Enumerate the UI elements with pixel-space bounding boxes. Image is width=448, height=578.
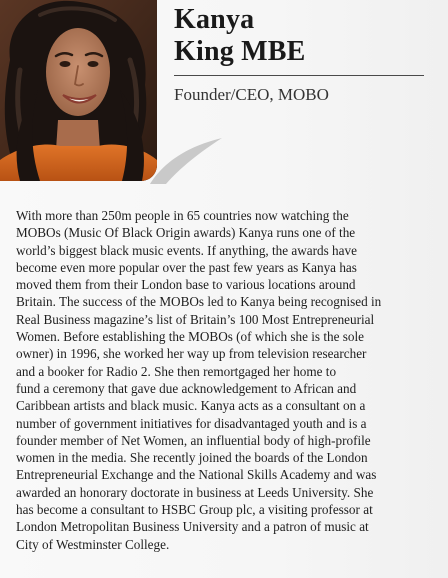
bio-line: women in the media. She recently joined the boards of the London [16, 450, 368, 466]
bio-line: fund a ceremony that gave due acknowledgement to African and [16, 380, 357, 396]
decorative-swoosh [150, 138, 222, 184]
bio-line: Women. Before establishing the MOBOs (of which she is the sole [16, 329, 364, 345]
bio-line: Caribbean artists and black music. Kanya acts as a consultant on a [16, 398, 366, 414]
bio-line: London Metropolitan Business University and a patron of music at [16, 519, 369, 535]
bio-line: owner) in 1996, she worked her way up from television researcher [16, 346, 367, 362]
bio-line: and a booker for Radio 2. She then remortgaged her home to [16, 363, 337, 379]
biography-paragraph [16, 207, 442, 553]
name-line-second: King MBE [174, 36, 306, 67]
bio-line: founder member of Net Women, an influential body of high-profile [16, 432, 371, 448]
bio-line: With more than 250m people in 65 countries now watching the [16, 208, 349, 223]
person-name [174, 4, 424, 68]
bio-line: number of government initiatives for disadvantaged youth and is a [16, 415, 367, 431]
bio-line: moved them from their London base to various locations around [16, 277, 356, 293]
name-line-first: Kanya [174, 4, 255, 35]
bio-line: has become a consultant to HSBC Group plc, a visiting professor at [16, 502, 373, 518]
bio-line: world’s biggest black music events. If anything, the awards have [16, 242, 357, 258]
bio-line: Britain. The success of the MOBOs led to Kanya being recognised in [16, 294, 382, 310]
bio-line: become even more popular over the past few years as Kanya has [16, 259, 357, 275]
person-role: Founder/CEO, MOBO [174, 85, 329, 104]
portrait-photo [0, 0, 157, 181]
bio-line: MOBOs (Music Of Black Origin awards) Kanya runs one of the [16, 225, 356, 241]
bio-line: Real Business magazine’s list of Britain’s 100 Most Entrepreneurial [16, 311, 375, 327]
bio-line: awarded an honorary doctorate in business at Leeds University. She [16, 484, 374, 500]
bio-line: City of Westminster College. [16, 536, 170, 552]
title-divider [174, 75, 424, 76]
bio-line: Entrepreneurial Exchange and the National Skills Academy and was [16, 467, 377, 483]
